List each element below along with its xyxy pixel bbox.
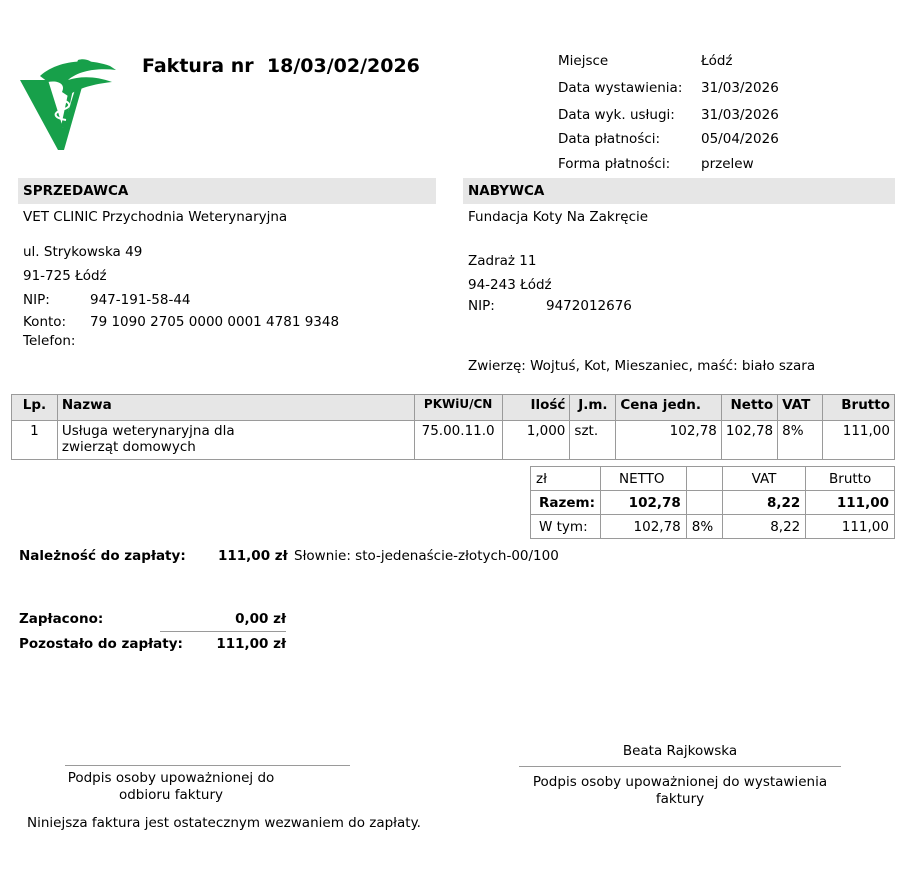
issuer-caption-line1: Podpis osoby upoważnionej do wystawienia xyxy=(532,774,828,790)
seller-nip: 947-191-58-44 xyxy=(90,292,191,308)
buyer-city: 94-243 Łódź xyxy=(468,277,552,293)
col-header-netto: Netto xyxy=(721,395,777,421)
col-header-pkwiu: PKWiU/CN xyxy=(414,395,502,421)
summary-breakdown-vat: 8,22 xyxy=(722,515,806,539)
issuer-caption-line2: faktury xyxy=(655,791,705,807)
item-unit: szt. xyxy=(570,421,616,460)
issuer-signature-line xyxy=(519,766,841,767)
invoice-title-label: Faktura nr xyxy=(142,55,254,77)
summary-brutto-header: Brutto xyxy=(806,467,895,491)
summary-breakdown-rate: 8% xyxy=(686,515,722,539)
amount-due-value: 111,00 zł xyxy=(218,548,288,564)
table-row xyxy=(12,421,895,460)
summary-rate-header xyxy=(686,467,722,491)
item-vat: 8% xyxy=(778,421,823,460)
item-name-line2: zwierząt domowych xyxy=(61,439,196,455)
invoice-title xyxy=(142,55,420,77)
summary-total-row xyxy=(531,491,895,515)
items-header-row xyxy=(12,395,895,421)
caduceus-logo-icon xyxy=(18,58,120,152)
summary-total-label: Razem: xyxy=(531,491,601,515)
seller-account: 79 1090 2705 0000 0001 4781 9348 xyxy=(90,314,340,330)
meta-payment-method-value: przelew xyxy=(701,156,754,172)
issuer-signature-caption xyxy=(519,774,841,808)
meta-payment-date-label: Data płatności: xyxy=(558,131,661,147)
item-name-line1: Usługa weterynaryjna dla xyxy=(61,423,235,439)
col-header-vat: VAT xyxy=(778,395,823,421)
item-qty: 1,000 xyxy=(502,421,570,460)
item-lp: 1 xyxy=(12,421,58,460)
paid-underline xyxy=(160,631,286,632)
summary-vat-header: VAT xyxy=(722,467,806,491)
meta-payment-date-value: 05/04/2026 xyxy=(701,131,779,147)
footer-note: Niniejsza faktura jest ostatecznym wezwaniem do zapłaty. xyxy=(27,815,421,831)
paid-value: 0,00 zł xyxy=(235,611,286,627)
paid-label: Zapłacono: xyxy=(19,611,104,627)
summary-netto-header: NETTO xyxy=(600,467,686,491)
buyer-nip-label: NIP: xyxy=(468,298,495,314)
issuer-name: Beata Rajkowska xyxy=(622,743,738,759)
receiver-signature-caption xyxy=(20,770,322,804)
receiver-caption-line1: Podpis osoby upoważnionej do xyxy=(67,770,275,786)
amount-due-label: Należność do zapłaty: xyxy=(19,548,186,564)
summary-total-brutto: 111,00 xyxy=(806,491,895,515)
summary-total-netto: 102,78 xyxy=(600,491,686,515)
col-header-unit: J.m. xyxy=(570,395,616,421)
seller-name: VET CLINIC Przychodnia Weterynaryjna xyxy=(23,209,288,225)
remaining-label: Pozostało do zapłaty: xyxy=(19,636,183,652)
meta-service-date-label: Data wyk. usługi: xyxy=(558,107,675,123)
col-header-lp: Lp. xyxy=(12,395,58,421)
meta-payment-method-label: Forma płatności: xyxy=(558,156,671,172)
seller-phone-label: Telefon: xyxy=(23,333,76,349)
buyer-name: Fundacja Koty Na Zakręcie xyxy=(468,209,649,225)
summary-total-rate xyxy=(686,491,722,515)
summary-breakdown-netto: 102,78 xyxy=(600,515,686,539)
buyer-nip: 9472012676 xyxy=(546,298,632,314)
seller-header: SPRZEDAWCA xyxy=(18,178,436,204)
buyer-header: NABYWCA xyxy=(463,178,895,204)
seller-street: ul. Strykowska 49 xyxy=(23,244,143,260)
col-header-qty: Ilość xyxy=(502,395,570,421)
seller-nip-label: NIP: xyxy=(23,292,50,308)
remaining-value: 111,00 zł xyxy=(216,636,286,652)
seller-city: 91-725 Łódź xyxy=(23,268,107,284)
seller-account-label: Konto: xyxy=(23,314,67,330)
col-header-brutto: Brutto xyxy=(823,395,895,421)
summary-total-vat: 8,22 xyxy=(722,491,806,515)
summary-breakdown-brutto: 111,00 xyxy=(806,515,895,539)
buyer-street: Zadraż 11 xyxy=(468,253,537,269)
item-netto: 102,78 xyxy=(721,421,777,460)
receiver-caption-line2: odbioru faktury xyxy=(118,787,224,803)
item-pkwiu: 75.00.11.0 xyxy=(414,421,502,460)
summary-currency: zł xyxy=(531,467,601,491)
col-header-name: Nazwa xyxy=(57,395,414,421)
items-table xyxy=(11,394,895,460)
invoice-number: 18/03/02/2026 xyxy=(266,55,420,77)
col-header-unit-price: Cena jedn. xyxy=(616,395,722,421)
summary-header-row xyxy=(531,467,895,491)
item-brutto: 111,00 xyxy=(823,421,895,460)
summary-table xyxy=(530,466,895,539)
meta-place-label: Miejsce xyxy=(558,53,609,69)
meta-place-value: Łódź xyxy=(701,53,733,69)
item-unit-price: 102,78 xyxy=(616,421,722,460)
meta-issue-date-value: 31/03/2026 xyxy=(701,80,779,96)
meta-service-date-value: 31/03/2026 xyxy=(701,107,779,123)
receiver-signature-line xyxy=(65,765,350,766)
meta-issue-date-label: Data wystawienia: xyxy=(558,80,683,96)
clinic-logo xyxy=(18,58,120,152)
summary-breakdown-row xyxy=(531,515,895,539)
buyer-animal: Zwierzę: Wojtuś, Kot, Mieszaniec, maść: biało szara xyxy=(468,358,816,374)
summary-breakdown-label: W tym: xyxy=(531,515,601,539)
amount-in-words: Słownie: sto-jedenaście-złotych-00/100 xyxy=(294,548,559,564)
item-name xyxy=(57,421,414,460)
